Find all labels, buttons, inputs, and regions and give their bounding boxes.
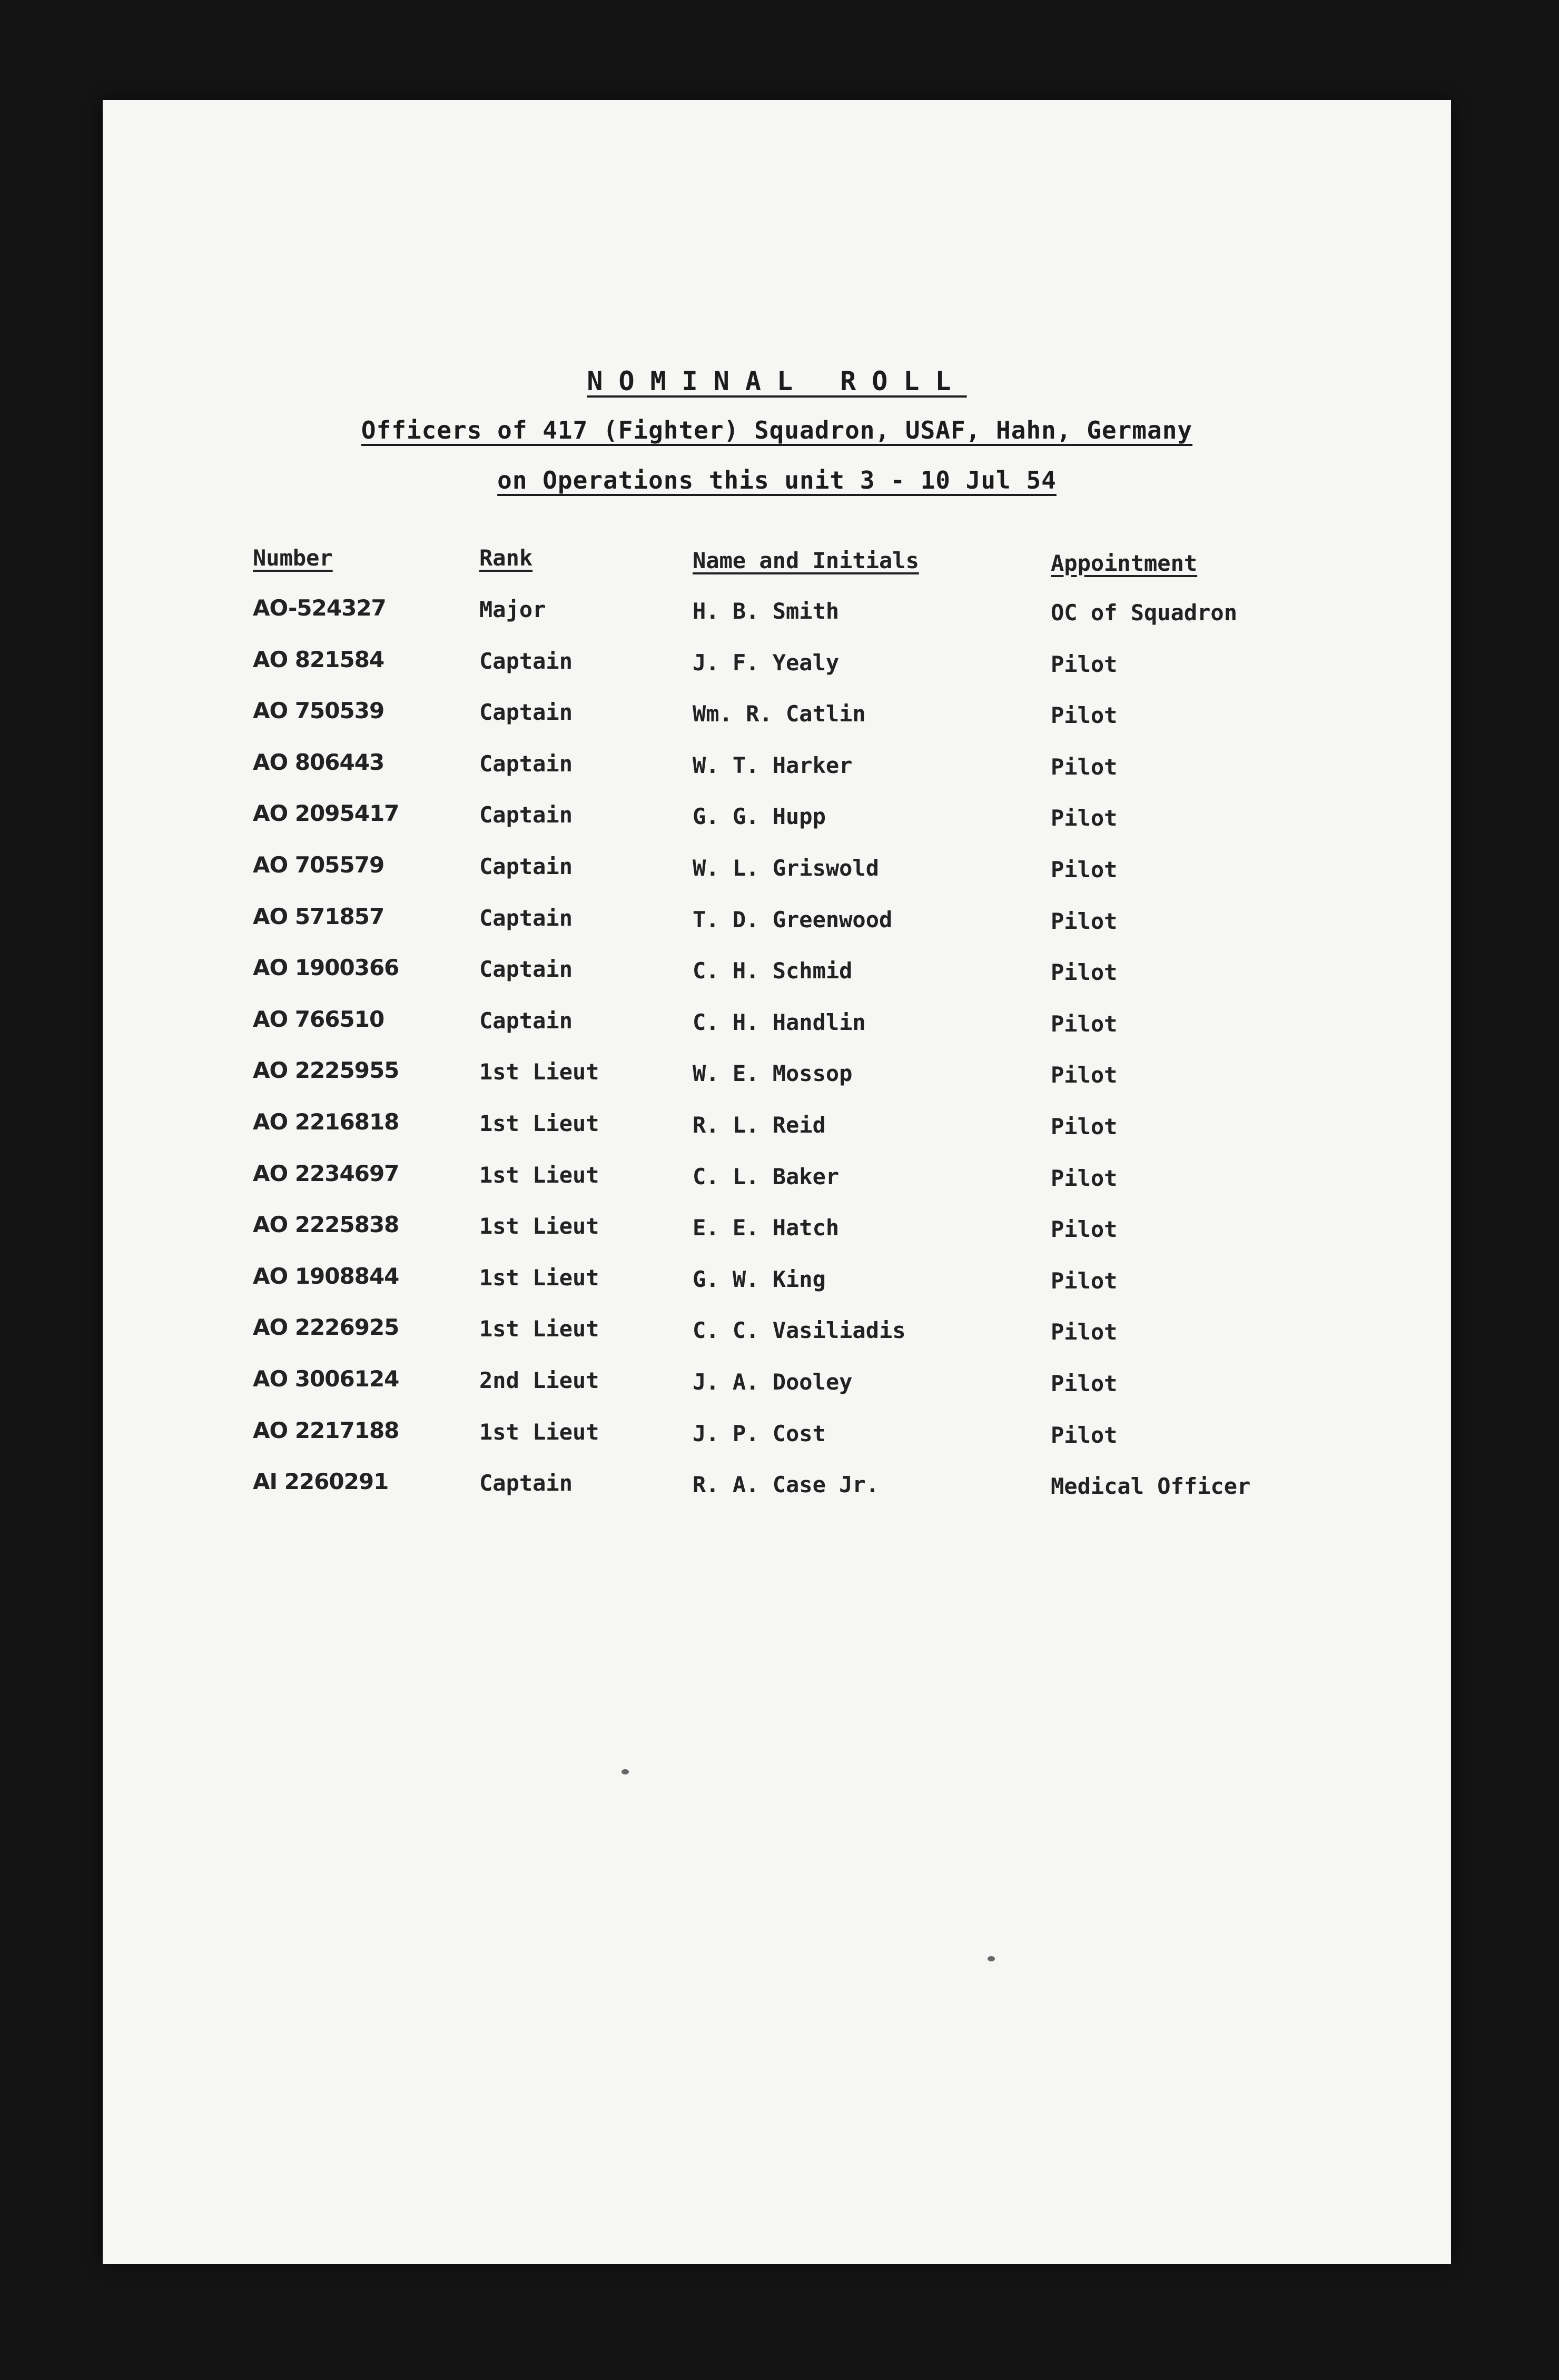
header-rank: Rank [479, 545, 533, 571]
row-number: AO 705579 [253, 852, 384, 878]
row-rank: Captain [479, 1470, 573, 1496]
row-name: H. B. Smith [693, 598, 840, 624]
row-name: E. E. Hatch [693, 1215, 840, 1241]
row-appointment: Pilot [1051, 651, 1118, 677]
row-name: W. L. Griswold [693, 855, 880, 881]
document-subtitle: Officers of 417 (Fighter) Squadron, USAF, Hahn, Germany [361, 416, 1193, 444]
row-number: AO-524327 [253, 595, 386, 621]
row-rank: Major [479, 597, 546, 622]
row-number: AO 2217188 [253, 1417, 399, 1443]
row-name: Wm. R. Catlin [693, 701, 866, 727]
row-rank: 1st Lieut [479, 1162, 599, 1188]
row-appointment: Pilot [1051, 1216, 1118, 1243]
row-number: AO 821584 [253, 646, 384, 672]
row-name: C. C. Vasiliadis [693, 1317, 906, 1344]
row-name: J. P. Cost [693, 1420, 826, 1446]
header-appointment: Appointment [1051, 550, 1198, 576]
row-number: AO 3006124 [253, 1366, 399, 1392]
row-appointment: Pilot [1051, 1010, 1118, 1037]
row-name: J. F. Yealy [693, 649, 840, 676]
document-period: on Operations this unit 3 - 10 Jul 54 [497, 466, 1057, 494]
row-rank: 1st Lieut [479, 1059, 599, 1085]
row-number: AO 1908844 [253, 1263, 399, 1289]
paper-speck [621, 1769, 629, 1774]
row-rank: 1st Lieut [479, 1264, 599, 1291]
row-number: AO 2225955 [253, 1057, 399, 1084]
row-name: C. L. Baker [693, 1163, 840, 1189]
row-rank: Captain [479, 1007, 573, 1034]
row-number: AO 2234697 [253, 1160, 399, 1186]
paper-speck [988, 1956, 995, 1961]
row-appointment: Pilot [1051, 1165, 1118, 1191]
row-number: AO 750539 [253, 698, 384, 724]
row-rank: Captain [479, 802, 573, 828]
row-name: W. T. Harker [693, 752, 853, 778]
row-number: AO 571857 [253, 903, 384, 929]
row-rank: 1st Lieut [479, 1316, 599, 1342]
row-appointment: Pilot [1051, 805, 1118, 831]
row-name: T. D. Greenwood [693, 906, 893, 933]
row-appointment: Pilot [1051, 1422, 1118, 1448]
row-appointment: Pilot [1051, 1319, 1118, 1345]
header-number: Number [253, 545, 333, 571]
row-rank: Captain [479, 854, 573, 879]
row-appointment: OC of Squadron [1051, 600, 1238, 626]
row-appointment: Pilot [1051, 959, 1118, 986]
row-appointment: Pilot [1051, 702, 1118, 729]
row-rank: 1st Lieut [479, 1110, 599, 1136]
row-number: AO 2225838 [253, 1212, 399, 1238]
row-number: AO 1900366 [253, 955, 399, 981]
row-rank: 2nd Lieut [479, 1367, 599, 1393]
row-appointment: Pilot [1051, 1267, 1118, 1294]
document-page [103, 100, 1451, 2264]
row-name: C. H. Schmid [693, 958, 853, 984]
header-name: Name and Initials [693, 548, 919, 573]
row-appointment: Pilot [1051, 908, 1118, 934]
row-appointment: Pilot [1051, 1371, 1118, 1396]
row-number: AI 2260291 [253, 1469, 389, 1495]
row-name: C. H. Handlin [693, 1009, 866, 1035]
row-rank: Captain [479, 956, 573, 983]
row-number: AO 2216818 [253, 1109, 399, 1135]
row-rank: Captain [479, 750, 573, 777]
row-appointment: Pilot [1051, 1114, 1118, 1139]
row-appointment: Pilot [1051, 753, 1118, 780]
row-number: AO 766510 [253, 1006, 384, 1032]
row-rank: Captain [479, 905, 573, 931]
nominal-roll-table [103, 100, 1451, 2264]
row-rank: 1st Lieut [479, 1213, 599, 1239]
row-name: G. G. Hupp [693, 804, 826, 830]
row-rank: 1st Lieut [479, 1419, 599, 1445]
row-name: R. L. Reid [693, 1112, 826, 1138]
row-appointment: Medical Officer [1051, 1473, 1251, 1500]
row-number: AO 806443 [253, 749, 384, 775]
row-name: J. A. Dooley [693, 1369, 853, 1395]
document-title: NOMINAL ROLL [587, 366, 967, 396]
row-number: AO 2226925 [253, 1314, 399, 1341]
row-rank: Captain [479, 699, 573, 726]
row-appointment: Pilot [1051, 857, 1118, 882]
row-name: G. W. King [693, 1266, 826, 1292]
row-rank: Captain [479, 648, 573, 674]
row-appointment: Pilot [1051, 1062, 1118, 1088]
row-name: R. A. Case Jr. [693, 1472, 880, 1498]
row-number: AO 2095417 [253, 800, 399, 827]
row-name: W. E. Mossop [693, 1060, 853, 1087]
